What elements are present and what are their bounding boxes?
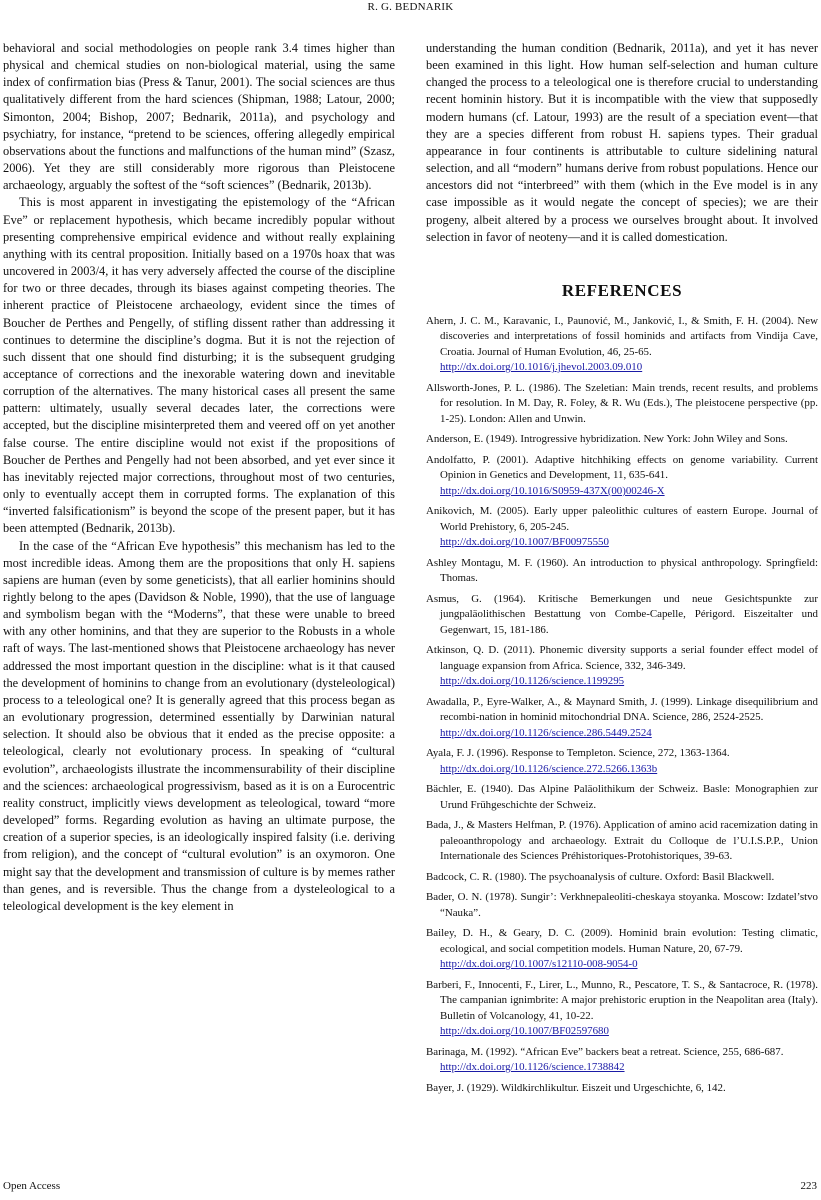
reference-text: Andolfatto, P. (2001). Adaptive hitchhiking effects on genome variability. Current Opinion in Genetics and Development, 11, 635-641. bbox=[426, 453, 818, 482]
reference-text: Ayala, F. J. (1996). Response to Templeton. Science, 272, 1363-1364. bbox=[426, 747, 730, 760]
reference-list bbox=[426, 314, 818, 1097]
doi-link[interactable]: http://dx.doi.org/10.1007/s12110-008-9054-0 bbox=[440, 958, 638, 971]
reference-text: Anikovich, M. (2005). Early upper paleolithic cultures of eastern Europe. Journal of World Prehistory, 6, 205-245. bbox=[426, 505, 818, 533]
doi-link[interactable]: http://dx.doi.org/10.1126/science.272.5266.1363b bbox=[440, 762, 658, 775]
reference-entry bbox=[426, 978, 818, 1040]
footer-open-access: Open Access bbox=[3, 1180, 61, 1192]
reference-text: Barberi, F., Innocenti, F., Lirer, L., Munno, R., Pescatore, T. S., & Santacroce, R. (1978). The campanian ignimbrite: A major prehistoric eruption in the Neapolitan area (Italy). Bulletin of Volcanology, 41, 10-22. bbox=[426, 978, 818, 1022]
reference-entry bbox=[426, 504, 818, 551]
reference-text: Bada, J., & Masters Helfman, P. (1976). Application of amino acid racemization dating in paleoanthropology and archaeology. Extrait du Colloque de l’U.I.S.P.P., Union Internationale des Sciences Préhistoriques-Protohistoriques, 39-63. bbox=[426, 819, 818, 863]
reference-text: Badcock, C. R. (1980). The psychoanalysis of culture. Oxford: Basil Blackwell. bbox=[426, 870, 775, 883]
reference-entry bbox=[426, 453, 818, 500]
reference-entry bbox=[426, 556, 818, 587]
reference-text: Bader, O. N. (1978). Sungir’: Verkhnepaleoliti-cheskaya stoyanka. Moscow: Izdatel’stvo “Nauka”. bbox=[426, 891, 818, 919]
reference-entry bbox=[426, 1081, 818, 1097]
paragraph: behavioral and social methodologies on people rank 3.4 times higher than physical and chemical studies on non-biological material, using the same index of confirmation bias (Press & Tanur, 2001). The social sciences are thus qualitatively different from the hard sciences (Shipman, 1988; Latour, 2000; Simonton, 2004; Bishop, 2007; Bednarik, 2011a), and psychology and psychiatry, for instance, “pretend to be sciences, offering allegedly empirical observations about the functions and malfunctions of the human mind” (Szasz, 2006). Yet they are still considerably more rigorous than Pleistocene archaeology, arguably the softest of the “soft sciences” (Bednarik, 2013b). bbox=[3, 41, 395, 193]
paragraph: This is most apparent in investigating the epistemology of the “African Eve” or replacement hypothesis, which became incredibly popular without presenting comprehensive empirical evidence and without really explaining anything with its central proposition. Initially based on a 1970s hoax that was uncovered in 2003/4, it has very adversely affected the course of the discipline for two or three decades, through its biases against competing theories. The inherent practice of Pleistocene archaeology, evident since the times of Boucher de Perthes and Pengelly, of stifling dissent rather than addressing it continues to determine the discipline’s dogma. But it is not the rejection of such dissent that one should find disturbing; it is the subsequent grudging acceptance of corrections and the inexorable watering down and inevitable corruption of the alternatives. The many historical cases all present the same pattern: ultimately, usually several decades later, the corrections were accepted, but the discipline misinterpreted them and veered off on yet another false course. The entire discipline would not exist if the propositions of Boucher de Perthes and Pengelly had not been absorbed, and yet ever since it has inevitably rejected major corrections, throughout most of two centuries, only to eventually accept them in corrupted forms. The explanation of this “inverted falsificationism” is beyond the scope of the present paper, but it has been attempted (Bednarik, 2013b). bbox=[3, 195, 395, 536]
reference-entry bbox=[426, 432, 818, 448]
reference-text: Ashley Montagu, M. F. (1960). An introduction to physical anthropology. Springfield: Thomas. bbox=[426, 556, 818, 585]
doi-link[interactable]: http://dx.doi.org/10.1007/BF02597680 bbox=[440, 1025, 609, 1038]
reference-text: Barinaga, M. (1992). “African Eve” backers beat a retreat. Science, 255, 686-687. bbox=[426, 1045, 784, 1058]
doi-link[interactable]: http://dx.doi.org/10.1016/S0959-437X(00)00246-X bbox=[440, 484, 665, 497]
doi-link[interactable]: http://dx.doi.org/10.1016/j.jhevol.2003.09.010 bbox=[440, 361, 643, 374]
reference-text: Awadalla, P., Eyre-Walker, A., & Maynard Smith, J. (1999). Linkage disequilibrium and recombi-nation in hominid mitochondrial DNA. Science, 286, 2524-2525. bbox=[426, 695, 818, 724]
reference-text: Ahern, J. C. M., Karavanic, I., Paunović, M., Janković, I., & Smith, F. H. (2004). New discoveries and interpretations of fossil hominids and artifacts from Vindija Cave, Croatia. Journal of Human Evolution, 46, 25-65. bbox=[426, 314, 818, 358]
paragraph: understanding the human condition (Bednarik, 2011a), and yet it has never been examined in this light. How human self-selection and human culture changed the process to a teleological one is therefore crucial to understanding recent hominin history. But it is incompatible with the view that supposedly modern humans (cf. Latour, 1993) are the result of a speciation event—that they are a species different from robust H. sapiens types. Their gradual appearance in four continents is attributable to culture sidelining natural selection, and all “modern” humans derive from robust populations. Hence our ancestors did not “interbreed” with them (which in the Eve model is in any case impossible as it would negate the concept of species); we are their progeny, albeit altered by a process we ourselves brought about. It involved selection in favor of neoteny—and it is called domestication. bbox=[426, 41, 818, 244]
right-column bbox=[426, 40, 818, 1101]
reference-entry bbox=[426, 870, 818, 886]
doi-link[interactable]: http://dx.doi.org/10.1126/science.286.5449.2524 bbox=[440, 726, 652, 739]
reference-entry bbox=[426, 926, 818, 973]
reference-text: Bächler, E. (1940). Das Alpine Paläolithikum der Schweiz. Basle: Monographien zur Urund Frühgeschichte der Schweiz. bbox=[426, 783, 818, 811]
reference-text: Bailey, D. H., & Geary, D. C. (2009). Hominid brain evolution: Testing climatic, ecological, and social competition models. Human Nature, 20, 67-79. bbox=[426, 927, 818, 955]
doi-link[interactable]: http://dx.doi.org/10.1126/science.1738842 bbox=[440, 1061, 625, 1074]
paragraph: In the case of the “African Eve hypothesis” this mechanism has led to the most incredible ideas. Among them are the propositions that only H. sapiens sapiens are human (even by some geneticists), that all earlier hominins should rightly belong to the apes (Davidson & Noble, 1990), that the use of language and symbolism began with the “Moderns”, that these were unable to breed with any other hominins, and that they are superior to the Robusts in a whole raft of ways. The last-mentioned shows that Pleistocene archaeology has never addressed the most important question in the discipline: what is it that caused the development of hominins to change from an evolutionary (dysteleological) process to a teleological one? It is generally agreed that this process began as an evolutionary progression, determined essentially by Darwinian natural selection. It should also be obvious that it ended as the precise opposite: a teleological, clearly not evolutionary process. In speaking of “cultural evolution”, archaeologists illustrate the incommensurability of their discipline and the sciences: archaeological progressivism, based as it is on a Eurocentric reality construct, implicitly views development as teleological, toward “more developed” forms. Regarding evolution as having an ultimate purpose, the creation of a superior species, is an ideologically inspired falsity (i.e. deriving from religion), and the concept of “cultural evolution” is an oxymoron. One might say that the development and transmission of culture is by memes rather than genes, and is reversible. Thus the change from a dysteleological to a teleological development is the key element in bbox=[3, 538, 395, 913]
reference-entry bbox=[426, 782, 818, 813]
reference-text: Bayer, J. (1929). Wildkirchlikultur. Eiszeit und Urgeschichte, 6, 142. bbox=[426, 1081, 726, 1094]
page-number: 223 bbox=[800, 1180, 817, 1192]
reference-text: Atkinson, Q. D. (2011). Phonemic diversity supports a serial founder effect model of language expansion from Africa. Science, 332, 346-349. bbox=[426, 644, 818, 672]
doi-link[interactable]: http://dx.doi.org/10.1007/BF00975550 bbox=[440, 536, 609, 549]
doi-link[interactable]: http://dx.doi.org/10.1126/science.1199295 bbox=[440, 675, 625, 688]
reference-entry bbox=[426, 381, 818, 428]
references-heading: REFERENCES bbox=[561, 280, 683, 300]
reference-text: Anderson, E. (1949). Introgressive hybridization. New York: John Wiley and Sons. bbox=[426, 433, 788, 446]
reference-entry bbox=[426, 643, 818, 690]
reference-text: Allsworth-Jones, P. L. (1986). The Szeletian: Main trends, recent results, and problems for resolution. In M. Day, R. Foley, & R. Wu (Eds.), The pleistocene perspective (pp. 1-25). London: Allen and Unwin. bbox=[426, 381, 818, 425]
reference-entry bbox=[426, 818, 818, 865]
reference-entry bbox=[426, 314, 818, 376]
reference-entry bbox=[426, 746, 818, 777]
running-head: R. G. BEDNARIK bbox=[367, 1, 454, 13]
reference-text: Asmus, G. (1964). Kritische Bemerkungen und neue Gesichtspunkte zur jungpaläolithischen Bestattung von Combe-Capelle, Périgord. Eiszeitalter und Gegenwart, 15, 181-186. bbox=[426, 592, 818, 636]
reference-entry bbox=[426, 592, 818, 639]
reference-entry bbox=[426, 1045, 818, 1076]
left-column bbox=[3, 40, 395, 915]
reference-entry bbox=[426, 890, 818, 921]
reference-entry bbox=[426, 695, 818, 742]
